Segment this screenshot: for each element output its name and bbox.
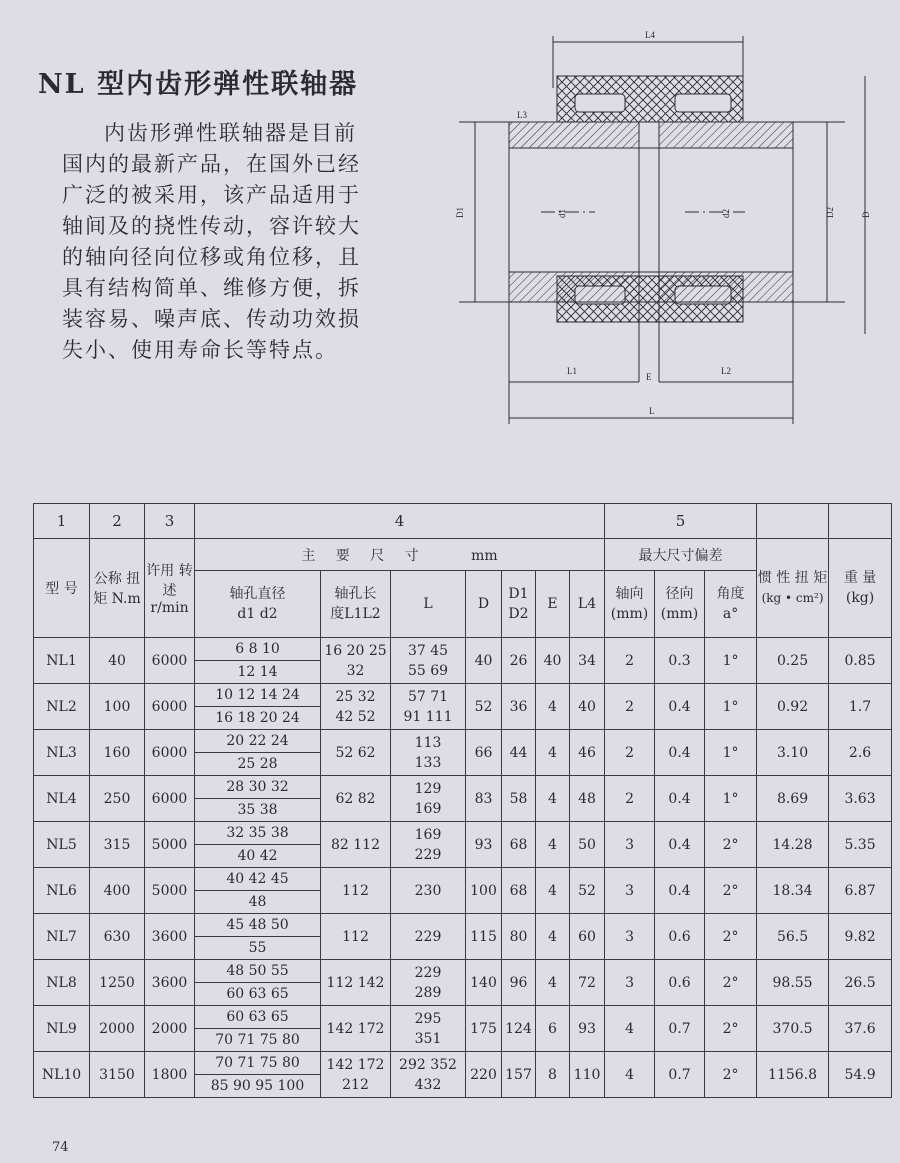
header-inertia-label: 惯 性 扭 矩 <box>757 570 828 586</box>
cell-E: 4 <box>536 868 570 914</box>
cell-bore-length <box>321 684 391 730</box>
cell-L-line: 57 71 <box>407 688 449 705</box>
cell-L4: 46 <box>570 730 605 776</box>
header-L: L <box>391 571 466 638</box>
cell-L-line: 230 <box>414 882 442 899</box>
table-row <box>34 730 892 753</box>
header-speed: 许用 转述 r/min <box>145 539 195 638</box>
table-row <box>34 638 892 661</box>
cell-L4: 110 <box>570 1052 605 1098</box>
cell-L <box>391 822 466 868</box>
cell-E: 6 <box>536 1006 570 1052</box>
cell-bore-length-line: 82 112 <box>331 836 380 853</box>
cell-bore-length <box>321 730 391 776</box>
cell-model: NL9 <box>34 1006 90 1052</box>
cell-L4: 60 <box>570 914 605 960</box>
cell-bore: 40 42 45 <box>195 868 321 891</box>
cell-L-line: 289 <box>414 984 442 1001</box>
cell-axial: 3 <box>605 960 655 1006</box>
table-row <box>34 684 892 707</box>
cell-L-line: 229 <box>414 928 442 945</box>
table-row <box>34 868 892 891</box>
header-row <box>34 539 892 571</box>
label-L: L <box>649 406 655 416</box>
cell-angle: 1° <box>705 638 757 684</box>
cell-L-line: 295 <box>414 1010 442 1027</box>
cell-weight: 9.82 <box>829 914 892 960</box>
cell-bore-length-line: 212 <box>342 1076 369 1093</box>
cell-L <box>391 960 466 1006</box>
cell-weight: 3.63 <box>829 776 892 822</box>
cell-L <box>391 730 466 776</box>
cell-D: 40 <box>466 638 502 684</box>
cell-torque: 630 <box>90 914 145 960</box>
cell-bore-length-line: 25 32 <box>335 688 376 705</box>
group-number: 3 <box>145 504 195 539</box>
label-L1: L1 <box>567 366 577 376</box>
cell-L4: 48 <box>570 776 605 822</box>
label-D2: D2 <box>825 207 835 218</box>
cell-bore: 32 35 38 <box>195 822 321 845</box>
cell-bore: 12 14 <box>195 661 321 684</box>
cell-angle: 1° <box>705 730 757 776</box>
cell-torque: 400 <box>90 868 145 914</box>
cell-axial: 2 <box>605 730 655 776</box>
intro-line: 国内的最新产品，在国外已经 <box>62 152 361 176</box>
header-axial: 轴向 (mm) <box>605 571 655 638</box>
cell-L-line: 133 <box>414 754 442 771</box>
cell-radial: 0.6 <box>655 914 705 960</box>
cell-D1D2: 58 <box>502 776 536 822</box>
cell-axial: 2 <box>605 776 655 822</box>
intro-line: 轴间及的挠性传动，容许较大 <box>62 214 361 238</box>
cell-radial: 0.4 <box>655 868 705 914</box>
cell-L-line: 91 111 <box>403 708 453 725</box>
cell-bore: 60 63 65 <box>195 983 321 1006</box>
intro-line: 装容易、噪声底、传动功效损 <box>62 307 361 331</box>
cell-axial: 2 <box>605 638 655 684</box>
cell-inertia: 1156.8 <box>757 1052 829 1098</box>
cell-D: 83 <box>466 776 502 822</box>
cell-weight: 1.7 <box>829 684 892 730</box>
cell-bore: 16 18 20 24 <box>195 707 321 730</box>
cell-inertia: 370.5 <box>757 1006 829 1052</box>
cell-L4: 93 <box>570 1006 605 1052</box>
cell-L4: 50 <box>570 822 605 868</box>
cell-bore-length-line: 142 172 <box>326 1056 385 1073</box>
cell-axial: 4 <box>605 1006 655 1052</box>
cell-radial: 0.4 <box>655 776 705 822</box>
cell-speed: 3600 <box>145 960 195 1006</box>
cell-D1D2: 80 <box>502 914 536 960</box>
cell-angle: 2° <box>705 822 757 868</box>
cell-radial: 0.7 <box>655 1006 705 1052</box>
cell-bore-length <box>321 638 391 684</box>
intro-line: 失小、使用寿命长等特点。 <box>62 338 338 362</box>
header-L4: L4 <box>570 571 605 638</box>
cell-inertia: 0.25 <box>757 638 829 684</box>
cell-D1D2: 26 <box>502 638 536 684</box>
cell-model: NL2 <box>34 684 90 730</box>
header-D1D2: D1 D2 <box>502 571 536 638</box>
cell-D: 66 <box>466 730 502 776</box>
cell-L-line: 129 <box>414 780 442 797</box>
cell-E: 4 <box>536 776 570 822</box>
hub-left-top <box>509 122 639 148</box>
cell-E: 4 <box>536 960 570 1006</box>
intro-line: 的轴向径向位移或角位移，且 <box>62 245 361 269</box>
cell-bore: 60 63 65 <box>195 1006 321 1029</box>
cell-speed: 6000 <box>145 638 195 684</box>
cell-L4: 40 <box>570 684 605 730</box>
cell-bore-length-line: 42 52 <box>335 708 376 725</box>
cell-L-line: 351 <box>414 1030 442 1047</box>
cell-D: 115 <box>466 914 502 960</box>
cell-bore: 70 71 75 80 <box>195 1052 321 1075</box>
cell-weight: 6.87 <box>829 868 892 914</box>
cell-torque: 100 <box>90 684 145 730</box>
header-max-dev: 最大尺寸偏差 <box>605 539 757 571</box>
table-row <box>34 776 892 799</box>
cell-angle: 2° <box>705 1052 757 1098</box>
cell-angle: 1° <box>705 684 757 730</box>
cell-torque: 160 <box>90 730 145 776</box>
cell-torque: 3150 <box>90 1052 145 1098</box>
cell-angle: 1° <box>705 776 757 822</box>
cell-bore-length-line: 52 62 <box>335 744 376 761</box>
cell-weight: 37.6 <box>829 1006 892 1052</box>
header-D: D <box>466 571 502 638</box>
coupling-drawing <box>445 28 885 448</box>
cell-L-line: 432 <box>414 1076 442 1093</box>
cell-speed: 6000 <box>145 684 195 730</box>
cell-bore-length <box>321 960 391 1006</box>
label-D1: D1 <box>455 207 465 218</box>
cell-bore-length <box>321 914 391 960</box>
cell-speed: 5000 <box>145 868 195 914</box>
cell-L-line: 169 <box>414 800 442 817</box>
cell-D: 100 <box>466 868 502 914</box>
cell-inertia: 56.5 <box>757 914 829 960</box>
cell-bore-length <box>321 1052 391 1098</box>
cell-radial: 0.4 <box>655 822 705 868</box>
cell-L <box>391 1006 466 1052</box>
group-number-row <box>34 504 892 539</box>
cell-bore-length-line: 112 142 <box>326 974 385 991</box>
cell-radial: 0.3 <box>655 638 705 684</box>
header-main-dims-label: 主 要 尺 寸 <box>301 547 427 564</box>
label-L2: L2 <box>721 366 731 376</box>
cell-axial: 3 <box>605 914 655 960</box>
cell-torque: 40 <box>90 638 145 684</box>
cell-radial: 0.4 <box>655 684 705 730</box>
cell-bore: 10 12 14 24 <box>195 684 321 707</box>
cell-bore: 28 30 32 <box>195 776 321 799</box>
label-D: D <box>861 211 871 218</box>
cell-L <box>391 1052 466 1098</box>
cell-axial: 3 <box>605 822 655 868</box>
cell-speed: 6000 <box>145 730 195 776</box>
cell-bore: 20 22 24 <box>195 730 321 753</box>
cell-model: NL4 <box>34 776 90 822</box>
cell-L <box>391 868 466 914</box>
table-row <box>34 822 892 845</box>
cell-bore-length-line: 112 <box>342 928 369 945</box>
cell-bore-length <box>321 868 391 914</box>
label-l4: L4 <box>645 30 655 40</box>
intro-line: 广泛的被采用，该产品适用于 <box>62 183 361 207</box>
cell-E: 4 <box>536 684 570 730</box>
header-E: E <box>536 571 570 638</box>
cell-L <box>391 684 466 730</box>
cell-torque: 250 <box>90 776 145 822</box>
cell-weight: 5.35 <box>829 822 892 868</box>
cell-D1D2: 68 <box>502 868 536 914</box>
header-model: 型 号 <box>34 539 90 638</box>
cell-weight: 2.6 <box>829 730 892 776</box>
spec-table <box>33 503 892 1098</box>
cell-bore-length-line: 32 <box>346 662 365 679</box>
cell-bore: 85 90 95 100 <box>195 1075 321 1098</box>
cell-model: NL8 <box>34 960 90 1006</box>
cell-L <box>391 638 466 684</box>
cell-inertia: 3.10 <box>757 730 829 776</box>
cell-L4: 34 <box>570 638 605 684</box>
hub-right-top <box>659 122 793 148</box>
cell-model: NL7 <box>34 914 90 960</box>
intro-line: 具有结构简单、维修方便，拆 <box>62 276 361 300</box>
cell-L <box>391 914 466 960</box>
cell-inertia: 0.92 <box>757 684 829 730</box>
cell-L <box>391 776 466 822</box>
cell-E: 4 <box>536 914 570 960</box>
cell-speed: 1800 <box>145 1052 195 1098</box>
header-torque: 公称 扭矩 N.m <box>90 539 145 638</box>
hub-right-bottom <box>659 272 793 302</box>
cell-bore-length <box>321 822 391 868</box>
cell-weight: 0.85 <box>829 638 892 684</box>
cell-bore: 6 8 10 <box>195 638 321 661</box>
cell-E: 40 <box>536 638 570 684</box>
cell-L-line: 229 <box>414 846 442 863</box>
cell-inertia: 14.28 <box>757 822 829 868</box>
cell-L-line: 55 69 <box>407 662 449 679</box>
cell-D: 220 <box>466 1052 502 1098</box>
table-row <box>34 1006 892 1029</box>
cell-speed: 5000 <box>145 822 195 868</box>
cell-bore: 48 <box>195 891 321 914</box>
cell-angle: 2° <box>705 960 757 1006</box>
cell-model: NL3 <box>34 730 90 776</box>
cell-D1D2: 124 <box>502 1006 536 1052</box>
cell-bore: 45 48 50 <box>195 914 321 937</box>
cell-E: 4 <box>536 730 570 776</box>
cell-D1D2: 68 <box>502 822 536 868</box>
cell-bore-length-line: 62 82 <box>335 790 376 807</box>
cell-L-line: 169 <box>414 826 442 843</box>
header-bore-length: 轴孔长 度L1L2 <box>321 571 391 638</box>
cell-torque: 2000 <box>90 1006 145 1052</box>
cell-model: NL10 <box>34 1052 90 1098</box>
cell-axial: 3 <box>605 868 655 914</box>
cell-radial: 0.4 <box>655 730 705 776</box>
group-number: 2 <box>90 504 145 539</box>
cell-inertia: 8.69 <box>757 776 829 822</box>
cell-speed: 2000 <box>145 1006 195 1052</box>
label-d2: d2 <box>721 209 731 218</box>
cell-L4: 52 <box>570 868 605 914</box>
cell-axial: 4 <box>605 1052 655 1098</box>
table-row <box>34 914 892 937</box>
label-l3: L3 <box>517 110 527 120</box>
cell-torque: 315 <box>90 822 145 868</box>
cell-bore: 25 28 <box>195 753 321 776</box>
cell-model: NL5 <box>34 822 90 868</box>
cell-inertia: 98.55 <box>757 960 829 1006</box>
cell-L-line: 37 45 <box>407 642 449 659</box>
page-title: NL 型内齿形弹性联轴器 <box>38 69 359 100</box>
cell-angle: 2° <box>705 868 757 914</box>
cell-inertia: 18.34 <box>757 868 829 914</box>
cell-L4: 72 <box>570 960 605 1006</box>
cell-D1D2: 157 <box>502 1052 536 1098</box>
cell-L-line: 292 352 <box>399 1056 457 1073</box>
cell-bore-length-line: 142 172 <box>326 1020 385 1037</box>
cell-D: 175 <box>466 1006 502 1052</box>
cell-bore-length-line: 16 20 25 <box>324 642 387 659</box>
hub-left-bottom <box>509 272 639 302</box>
table-row <box>34 960 892 983</box>
cell-E: 8 <box>536 1052 570 1098</box>
cell-D: 52 <box>466 684 502 730</box>
cell-E: 4 <box>536 822 570 868</box>
header-weight <box>829 539 892 638</box>
header-weight-label: 重 量 <box>843 570 877 586</box>
cell-D1D2: 44 <box>502 730 536 776</box>
cell-axial: 2 <box>605 684 655 730</box>
group-number: 4 <box>195 504 605 539</box>
cell-D1D2: 96 <box>502 960 536 1006</box>
group-number: 5 <box>605 504 757 539</box>
cell-L-line: 229 <box>414 964 442 981</box>
cell-speed: 3600 <box>145 914 195 960</box>
cell-angle: 2° <box>705 1006 757 1052</box>
cell-D: 93 <box>466 822 502 868</box>
header-inertia-unit: (kg • cm²) <box>761 591 824 605</box>
cell-D: 140 <box>466 960 502 1006</box>
header-main-dims <box>195 539 605 571</box>
table-row <box>34 1052 892 1075</box>
cell-weight: 54.9 <box>829 1052 892 1098</box>
cell-model: NL1 <box>34 638 90 684</box>
cell-radial: 0.7 <box>655 1052 705 1098</box>
cell-L-line: 113 <box>414 734 442 751</box>
label-d1: d1 <box>557 209 567 218</box>
intro-line: 内齿形弹性联轴器是目前 <box>104 121 357 145</box>
cell-bore: 35 38 <box>195 799 321 822</box>
cell-angle: 2° <box>705 914 757 960</box>
cell-torque: 1250 <box>90 960 145 1006</box>
cell-radial: 0.6 <box>655 960 705 1006</box>
table-body <box>34 638 892 1098</box>
label-E: E <box>646 372 652 382</box>
page-number: 74 <box>52 1140 69 1155</box>
cell-bore: 40 42 <box>195 845 321 868</box>
cell-bore: 48 50 55 <box>195 960 321 983</box>
cell-model: NL6 <box>34 868 90 914</box>
cell-bore-length <box>321 776 391 822</box>
cell-weight: 26.5 <box>829 960 892 1006</box>
header-bore: 轴孔直径 d1 d2 <box>195 571 321 638</box>
group-number: 1 <box>34 504 90 539</box>
intro-paragraph <box>62 118 402 366</box>
header-weight-unit: (kg) <box>845 590 875 606</box>
header-unit: mm <box>471 547 498 564</box>
cell-bore: 70 71 75 80 <box>195 1029 321 1052</box>
cell-bore: 55 <box>195 937 321 960</box>
cell-D1D2: 36 <box>502 684 536 730</box>
cell-speed: 6000 <box>145 776 195 822</box>
header-inertia <box>757 539 829 638</box>
header-radial: 径向 (mm) <box>655 571 705 638</box>
header-angle: 角度 a° <box>705 571 757 638</box>
cell-bore-length-line: 112 <box>342 882 369 899</box>
cell-bore-length <box>321 1006 391 1052</box>
